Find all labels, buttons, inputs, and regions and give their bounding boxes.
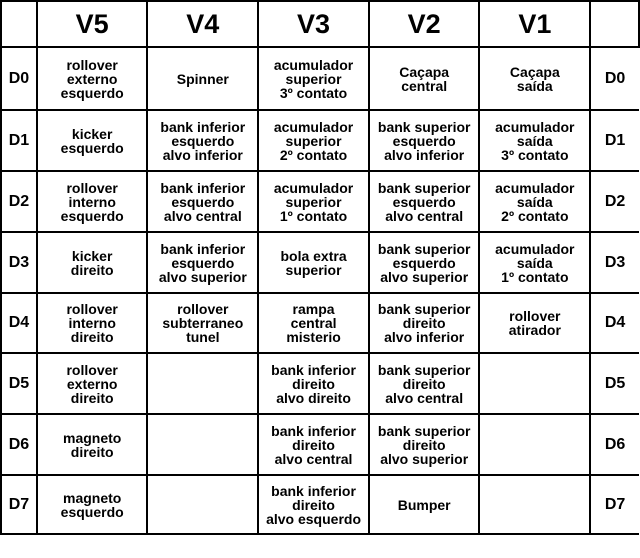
matrix-cell: [147, 353, 258, 414]
matrix-cell: [479, 414, 590, 475]
matrix-cell: rollover atirador: [479, 293, 590, 353]
row-label-left: D4: [1, 293, 37, 353]
matrix-cell: bank inferior direito alvo esquerdo: [258, 475, 369, 534]
column-header-v4: V4: [147, 1, 258, 47]
row-label-left: D7: [1, 475, 37, 534]
row-label-right: D3: [590, 232, 639, 293]
matrix-cell: rollover externo esquerdo: [37, 47, 148, 110]
row-label-right: D2: [590, 171, 639, 232]
matrix-cell: bola extra superior: [258, 232, 369, 293]
table-row: [1, 353, 639, 414]
row-label-left: D6: [1, 414, 37, 475]
matrix-cell: bank superior esquerdo alvo central: [369, 171, 480, 232]
table-row: [1, 110, 639, 171]
matrix-cell: Spinner: [147, 47, 258, 110]
column-header-v5: V5: [37, 1, 148, 47]
matrix-cell: magneto direito: [37, 414, 148, 475]
row-label-left: D5: [1, 353, 37, 414]
row-label-left: D3: [1, 232, 37, 293]
matrix-cell: rollover subterraneo tunel: [147, 293, 258, 353]
table-row: [1, 171, 639, 232]
matrix-cell: bank superior direito alvo superior: [369, 414, 480, 475]
matrix-cell: Bumper: [369, 475, 480, 534]
row-label-left: D0: [1, 47, 37, 110]
matrix-cell: acumulador superior 2º contato: [258, 110, 369, 171]
row-label-left: D2: [1, 171, 37, 232]
matrix-cell: acumulador saída 2º contato: [479, 171, 590, 232]
matrix-cell: rollover externo direito: [37, 353, 148, 414]
matrix-cell: magneto esquerdo: [37, 475, 148, 534]
matrix-cell: kicker esquerdo: [37, 110, 148, 171]
row-label-left: D1: [1, 110, 37, 171]
column-header-v1: V1: [479, 1, 590, 47]
matrix-cell: bank superior esquerdo alvo superior: [369, 232, 480, 293]
matrix-cell: bank inferior esquerdo alvo central: [147, 171, 258, 232]
matrix-cell: bank inferior direito alvo direito: [258, 353, 369, 414]
row-label-right: D7: [590, 475, 639, 534]
matrix-cell: Caçapa saída: [479, 47, 590, 110]
table-row: [1, 232, 639, 293]
matrix-cell: [147, 414, 258, 475]
matrix-cell: rollover interno esquerdo: [37, 171, 148, 232]
row-label-right: D0: [590, 47, 639, 110]
matrix-cell: [147, 475, 258, 534]
matrix-cell: bank superior direito alvo inferior: [369, 293, 480, 353]
table-row: [1, 293, 639, 353]
matrix-cell: Caçapa central: [369, 47, 480, 110]
matrix-cell: bank superior direito alvo central: [369, 353, 480, 414]
row-label-right: D1: [590, 110, 639, 171]
header-row: [1, 1, 639, 47]
matrix-cell: acumulador superior 3º contato: [258, 47, 369, 110]
table-row: [1, 475, 639, 534]
matrix-cell: rampa central misterio: [258, 293, 369, 353]
column-header-v2: V2: [369, 1, 480, 47]
matrix-cell: [479, 353, 590, 414]
matrix-cell: acumulador saída 1º contato: [479, 232, 590, 293]
matrix-cell: rollover interno direito: [37, 293, 148, 353]
corner-cell-right: [590, 1, 639, 47]
matrix-cell: [479, 475, 590, 534]
matrix-cell: bank inferior direito alvo central: [258, 414, 369, 475]
matrix-cell: kicker direito: [37, 232, 148, 293]
table-row: [1, 47, 639, 110]
row-label-right: D4: [590, 293, 639, 353]
matrix-cell: acumulador superior 1º contato: [258, 171, 369, 232]
matrix-cell: acumulador saída 3º contato: [479, 110, 590, 171]
table-row: [1, 414, 639, 475]
row-label-right: D6: [590, 414, 639, 475]
matrix-cell: bank superior esquerdo alvo inferior: [369, 110, 480, 171]
matrix-cell: bank inferior esquerdo alvo inferior: [147, 110, 258, 171]
matrix-cell: bank inferior esquerdo alvo superior: [147, 232, 258, 293]
row-label-right: D5: [590, 353, 639, 414]
column-header-v3: V3: [258, 1, 369, 47]
corner-cell: [1, 1, 37, 47]
